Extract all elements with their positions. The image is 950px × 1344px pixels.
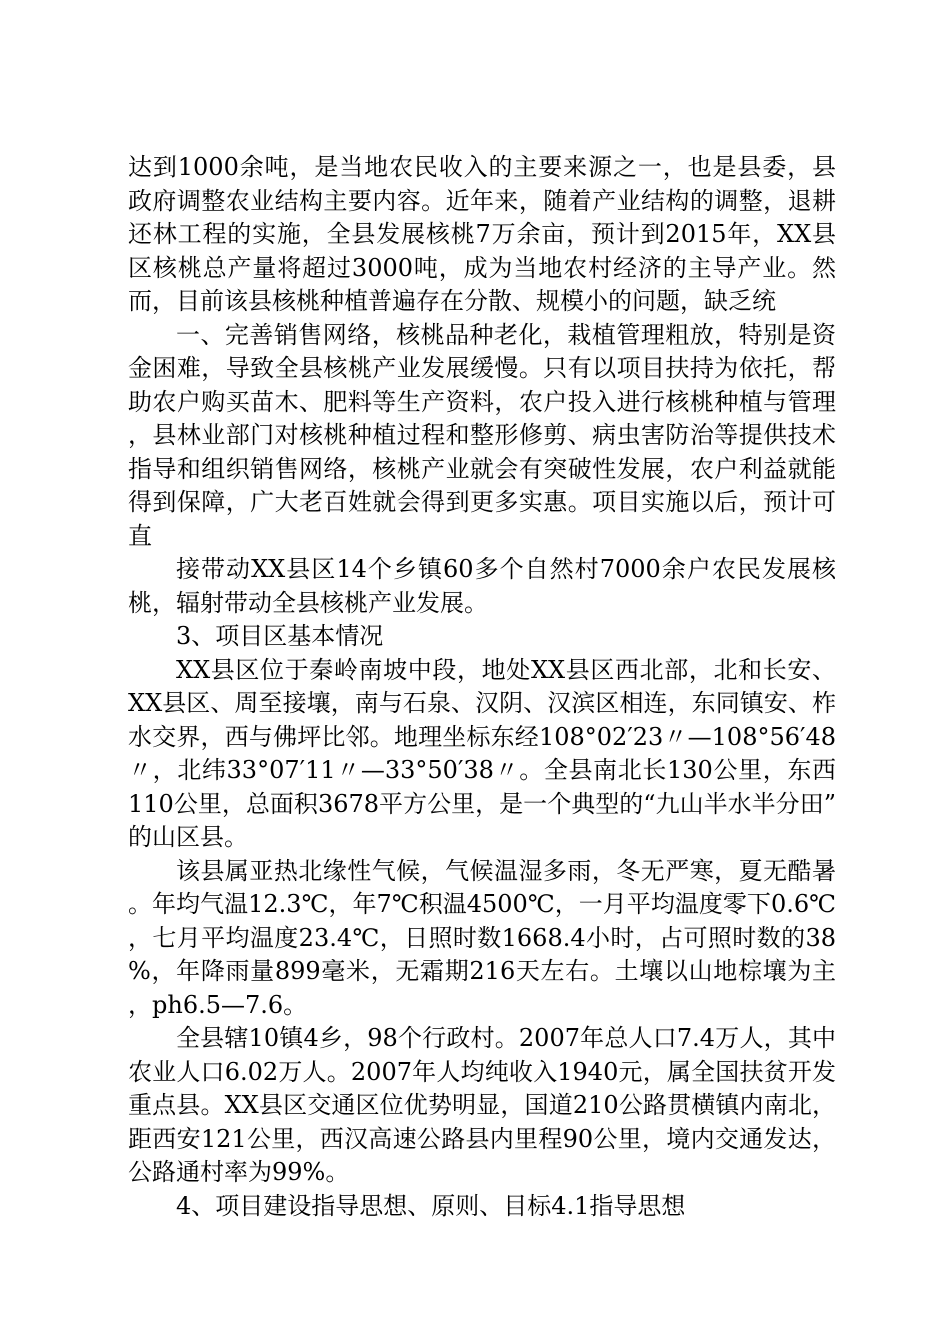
paragraph: 一、完善销售网络，核桃品种老化，栽植管理粗放，特别是资金困难，导致全县核桃产业发展缓慢。只有以项目扶持为依托，帮助农户购买苗木、肥料等生产资料，农户投入进行核桃种植与管理，县林业部门对核桃种植过程和整形修剪、病虫害防治等提供技术指导和组织销售网络，核桃产业就会有突破性发展，农户利益就能得到保障，广大老百姓就会得到更多实惠。项目实施以后，预计可直 bbox=[128, 320, 836, 550]
paragraph: XX县区位于秦岭南坡中段，地处XX县区西北部，北和长安、XX县区、周至接壤，南与石泉、汉阴、汉滨区相连，东同镇安、柞水交界，西与佛坪比邻。地理坐标东经108°02′23〃—108°56′48〃，北纬33°07′11〃—33°50′38〃。全县南北长130公里，东西110公里，总面积3678平方公里，是一个典型的“九山半水半分田”的山区县。 bbox=[128, 655, 836, 851]
paragraph: 全县辖10镇4乡，98个行政村。2007年总人口7.4万人，其中农业人口6.02万人。2007年人均纯收入1940元，属全国扶贫开发重点县。XX县区交通区位优势明显，国道210公路贯横镇内南北，距西安121公里，西汉高速公路县内里程90公里，境内交通发达，公路通村率为99%。 bbox=[128, 1024, 836, 1186]
paragraph: 该县属亚热北缘性气候，气候温湿多雨，冬无严寒，夏无酷暑。年均气温12.3℃，年7℃积温4500℃，一月平均温度零下0.6℃，七月平均温度23.4℃，日照时数1668.4小时，占可照时数的38%，年降雨量899毫米，无霜期216天左右。土壤以山地棕壤为主，ph6.5—7.6。 bbox=[128, 856, 836, 1019]
paragraph: 达到1000余吨，是当地农民收入的主要来源之一，也是县委，县政府调整农业结构主要内容。近年来，随着产业结构的调整，退耕还林工程的实施，全县发展核桃7万余亩，预计到2015年，XX县区核桃总产量将超过3000吨，成为当地农村经济的主导产业。然而，目前该县核桃种植普遍存在分散、规模小的问题，缺乏统 bbox=[128, 153, 836, 315]
paragraph: 接带动XX县区14个乡镇60多个自然村7000余户农民发展核桃，辐射带动全县核桃产业发展。 bbox=[128, 555, 836, 617]
document-body bbox=[128, 151, 836, 1223]
section-heading: 4、项目建设指导思想、原则、目标4.1指导思想 bbox=[176, 1191, 686, 1220]
section-heading: 3、项目区基本情况 bbox=[176, 622, 384, 650]
